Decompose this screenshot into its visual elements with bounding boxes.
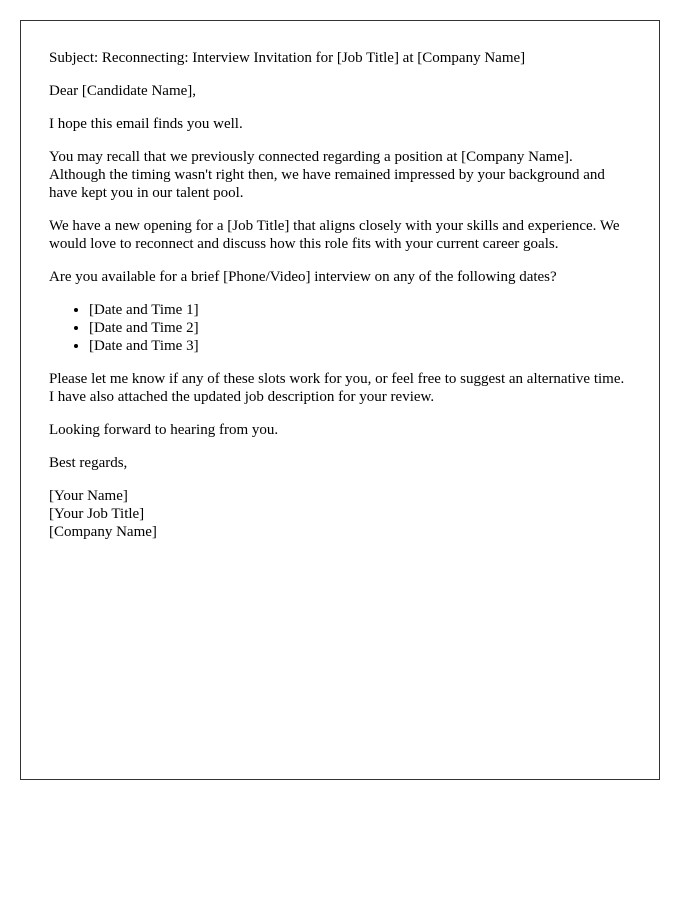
signature-job-title: [Your Job Title] [49,506,145,522]
letter-document [20,20,660,780]
recall-paragraph: You may recall that we previously connected regarding a position at [Company Name]. Although the timing wasn't right then, we have remained impressed by your background and have kept you in our talent pool. [49,149,605,201]
date-option: • [Date and Time 3] [89,337,631,355]
signature-name: [Your Name] [49,488,128,504]
opening-role-paragraph: We have a new opening for a [Job Title] that aligns closely with your skills and experience. We would love to reconnect and discuss how this role fits with your current career goals. [49,218,620,252]
date-options-list [49,301,631,355]
signoff: Best regards, [49,455,128,471]
opening-paragraph: I hope this email finds you well. [49,116,243,132]
followup-paragraph: Please let me know if any of these slots work for you, or feel free to suggest an alternative time. I have also attached the updated job description for your review. [49,371,625,405]
date-option: • [Date and Time 2] [89,319,631,337]
date-option: • [Date and Time 1] [89,301,631,319]
availability-paragraph: Are you available for a brief [Phone/Video] interview on any of the following dates? [49,269,557,285]
closing-line: Looking forward to hearing from you. [49,422,279,438]
subject-line: Subject: Reconnecting: Interview Invitation for [Job Title] at [Company Name] [49,50,526,66]
signature-block [49,487,631,541]
signature-company: [Company Name] [49,524,157,540]
greeting: Dear [Candidate Name], [49,83,197,99]
